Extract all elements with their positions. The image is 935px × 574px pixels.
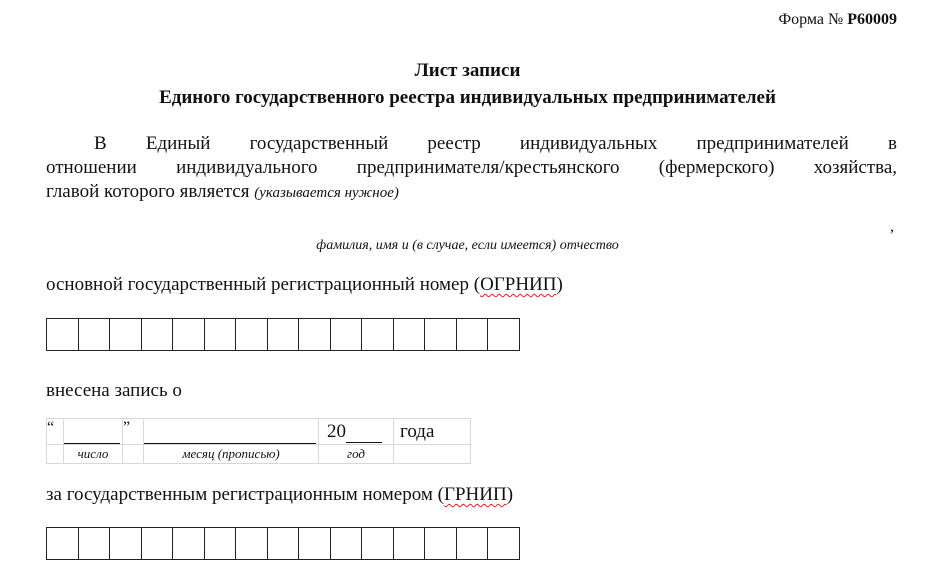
grnip-cell[interactable]	[393, 527, 426, 560]
intro-line-2: отношении индивидуального предпринимателя/крестьянского (фермерского) хозяйства,	[46, 157, 897, 178]
grnip-cell[interactable]	[109, 527, 142, 560]
ogrnip-cell[interactable]	[267, 318, 300, 351]
year-hint: год	[319, 445, 394, 464]
grnip-cell[interactable]	[330, 527, 363, 560]
ogrnip-cell[interactable]	[172, 318, 205, 351]
ogrnip-close: )	[556, 274, 563, 295]
title-line-2: Единого государственного реестра индивидуальных предпринимателей	[159, 87, 776, 108]
ogrnip-cell[interactable]	[361, 318, 394, 351]
fio-comma: ,	[890, 218, 894, 235]
month-field[interactable]	[144, 419, 319, 445]
month-hint: месяц (прописью)	[144, 445, 319, 464]
form-number	[778, 11, 897, 29]
year-century: 20	[327, 420, 346, 442]
intro-line-3-text: главой которого является	[46, 181, 250, 202]
grnip-label-text: за государственным регистрационным номером (	[46, 484, 444, 505]
grnip-cell[interactable]	[361, 527, 394, 560]
ogrnip-cells	[46, 318, 520, 351]
year-word: года	[394, 419, 471, 445]
grnip-abbr: ГРНИП	[443, 484, 507, 505]
ogrnip-cell[interactable]	[141, 318, 174, 351]
ogrnip-cell[interactable]	[393, 318, 426, 351]
fio-hint: фамилия, имя и (в случае, если имеется) отчество	[316, 238, 619, 253]
grnip-cell[interactable]	[235, 527, 268, 560]
ogrnip-cell[interactable]	[78, 318, 111, 351]
intro-hint: (указывается нужное)	[254, 185, 399, 201]
ogrnip-cell[interactable]	[46, 318, 79, 351]
ogrnip-cell[interactable]	[298, 318, 331, 351]
ogrnip-cell[interactable]	[456, 318, 489, 351]
intro-paragraph	[46, 132, 897, 205]
ogrnip-cell[interactable]	[235, 318, 268, 351]
form-code: Р60009	[847, 11, 897, 28]
day-hint: число	[64, 445, 123, 464]
ogrnip-abbr: ОГРНИП	[480, 274, 557, 295]
ogrnip-label-text: основной государственный регистрационный номер (	[46, 274, 481, 295]
grnip-cell[interactable]	[204, 527, 237, 560]
grnip-cells	[46, 527, 520, 560]
ogrnip-cell[interactable]	[424, 318, 457, 351]
ogrnip-label	[46, 274, 563, 296]
title-line-1: Лист записи	[414, 60, 521, 81]
grnip-cell[interactable]	[487, 527, 520, 560]
close-quote: ”	[123, 419, 144, 445]
grnip-close: )	[506, 484, 514, 505]
ogrnip-cell[interactable]	[204, 318, 237, 351]
entry-label: внесена запись о	[46, 380, 182, 401]
grnip-cell[interactable]	[46, 527, 79, 560]
day-field[interactable]	[64, 419, 123, 445]
grnip-cell[interactable]	[172, 527, 205, 560]
form-prefix: Форма №	[778, 11, 844, 28]
intro-line-3	[46, 180, 897, 205]
ogrnip-cell[interactable]	[487, 318, 520, 351]
grnip-cell[interactable]	[141, 527, 174, 560]
grnip-cell[interactable]	[78, 527, 111, 560]
ogrnip-cell[interactable]	[109, 318, 142, 351]
year-field[interactable]	[319, 419, 394, 445]
intro-line-1: В Единый государственный реестр индивидуальных предпринимателей в	[94, 133, 897, 154]
grnip-cell[interactable]	[456, 527, 489, 560]
grnip-cell[interactable]	[424, 527, 457, 560]
grnip-cell[interactable]	[267, 527, 300, 560]
ogrnip-cell[interactable]	[330, 318, 363, 351]
grnip-cell[interactable]	[298, 527, 331, 560]
open-quote: “	[47, 419, 64, 445]
grnip-label	[46, 484, 513, 506]
entry-date-table	[46, 418, 471, 464]
